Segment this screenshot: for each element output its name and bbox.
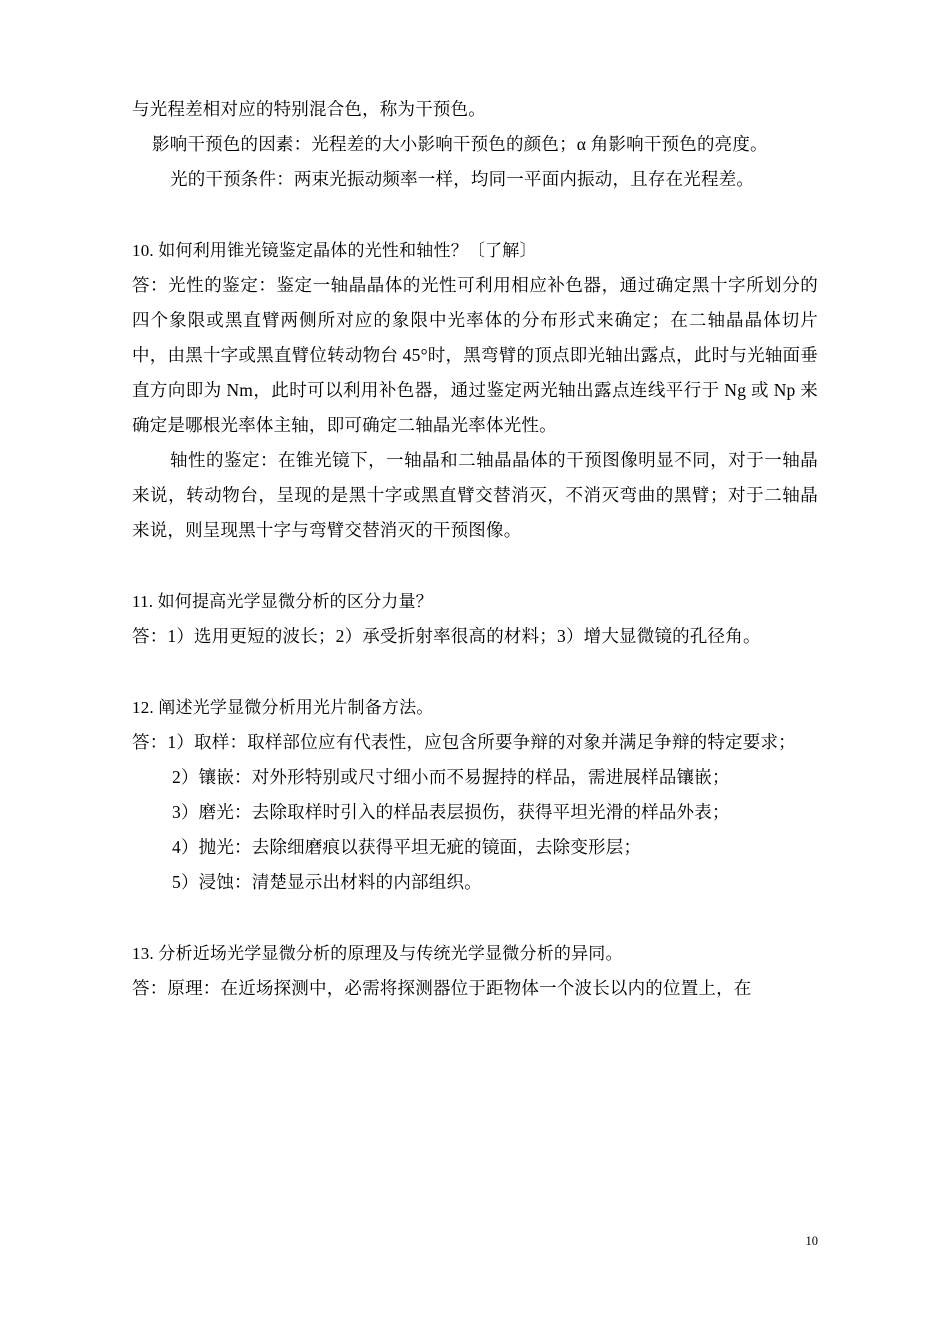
document-body: [132, 92, 818, 1006]
spacer: [132, 654, 818, 690]
answer-12-step-1: 答：1）取样：取样部位应有代表性，应包含所要争辩的对象并满足争辩的特定要求；: [132, 732, 796, 752]
answer-12-step-5: 5）浸蚀：清楚显示出材料的内部组织。: [172, 872, 482, 892]
question-11-heading: 11. 如何提高光学显微分析的区分力量？: [132, 592, 433, 611]
answer-12-step-3: 3）磨光：去除取样时引入的样品表层损伤，获得平坦光滑的样品外表；: [172, 802, 730, 822]
paragraph-influencing-factors: 影响干预色的因素：光程差的大小影响干预色的颜色；α 角影响干预色的亮度。: [152, 134, 768, 154]
spacer: [132, 900, 818, 936]
answer-12-step-4: 4）抛光：去除细磨痕以获得平坦无疵的镜面，去除变形层；: [172, 837, 642, 857]
spacer: [132, 197, 818, 233]
answer-10-axial-identification: 轴性的鉴定：在锥光镜下，一轴晶和二轴晶晶体的干预图像明显不同，对于一轴晶来说，转动物台，呈现的是黑十字或黑直臂交替消灭，不消灭弯曲的黑臂；对于二轴晶来说，则呈现黑十字与弯臂交替消灭的干预图像。: [132, 450, 818, 540]
answer-11: 答：1）选用更短的波长；2）承受折射率很高的材料；3）增大显微镜的孔径角。: [132, 626, 761, 646]
question-12-heading: 12. 阐述光学显微分析用光片制备方法。: [132, 698, 434, 717]
question-10-heading: 10. 如何利用锥光镜鉴定晶体的光性和轴性？〔了解〕: [132, 241, 537, 260]
spacer: [132, 548, 818, 584]
page-number: 10: [805, 1234, 818, 1248]
paragraph-interference-color: 与光程差相对应的特别混合色，称为干预色。: [132, 99, 486, 119]
paragraph-interference-conditions: 光的干预条件：两束光振动频率一样，均同一平面内振动，且存在光程差。: [170, 169, 755, 189]
question-13-heading: 13. 分析近场光学显微分析的原理及与传统光学显微分析的异同。: [132, 944, 623, 963]
answer-10-optical-identification: 答：光性的鉴定：鉴定一轴晶晶体的光性可利用相应补色器，通过确定黑十字所划分的四个象限或黑直臂两侧所对应的象限中光率体的分布形式来确定；在二轴晶晶体切片中，由黑十字或黑直臂位转动物台 45°时，黑弯臂的顶点即光轴出露点，此时与光轴面垂直方向即为 Nm，此时可以利用补色器，通过鉴定两光轴出露点连线平行于 Ng 或 Np 来确定是哪根光率体主轴，即可确定二轴晶光率体光性。: [132, 275, 818, 435]
answer-12-step-2: 2）镶嵌：对外形特别或尺寸细小而不易握持的样品，需进展样品镶嵌；: [172, 767, 730, 787]
answer-13: 答：原理：在近场探测中，必需将探测器位于距物体一个波长以内的位置上，在: [132, 978, 752, 998]
